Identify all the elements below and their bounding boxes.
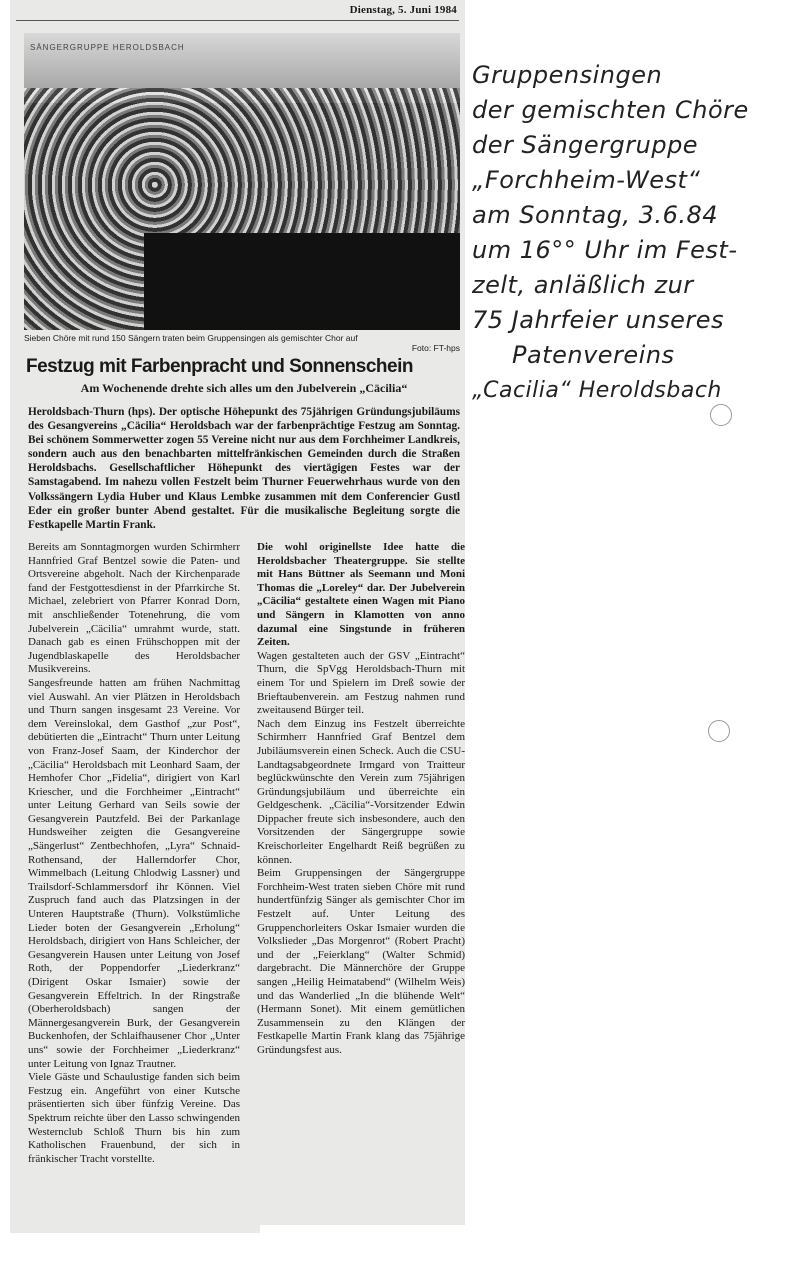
clipping-edge bbox=[10, 1225, 260, 1233]
photo-banner: SÄNGERGRUPPE HEROLDSBACH bbox=[30, 43, 185, 52]
handwritten-line: „Forchheim-West“ bbox=[472, 166, 701, 194]
paragraph: Beim Gruppensingen der Sängergruppe Forchheim-West traten sieben Chöre mit rund hundertfünfzig Sänger als gemischter Chor im Festzelt auf. Unter Leitung des Gruppenchorleiters Oskar Ismaier wurden die Volkslieder „Das Morgenrot“ (Robert Pracht) und der „Feierklang“ (Walter Schmid) dargebracht. Die Männerchöre der Gruppe sangen „Heilig Heimatabend“ (Wilhelm Weis) und das Wanderlied „In die blühende Welt“ (Hermann Sonet). Mit einem gemütlichen Zusammensein zu den Klängen der Festkapelle Martin Frank klang das 75jährige Gründungsfest aus. bbox=[257, 867, 465, 1056]
handwritten-note bbox=[472, 58, 782, 408]
photo-credit: Foto: FT-hps bbox=[411, 343, 460, 353]
dateline: Dienstag, 5. Juni 1984 bbox=[349, 4, 457, 16]
paragraph: Bereits am Sonntagmorgen wurden Schirmherr Hannfried Graf Bentzel sowie die Paten- und Ortsvereine abgeholt. Nach der Kirchenparade fand der Festgottesdienst in der Pfarrkirche St. Michael, zelebriert von Pfarrer Konrad Dorn, mit anschließender Totenehrung, die vom Jubelverein „Cäcilia“ umrahmt wurde, statt. Danach gab es einen Frühschoppen mit der Jugendblaskapelle des Heroldsbacher Musikvereins. bbox=[28, 541, 240, 676]
lead-paragraph: Heroldsbach-Thurn (hps). Der optische Höhepunkt des 75jährigen Gründungsjubiläums des Gesangvereins „Cäcilia“ Heroldsbach war der farbenprächtige Festzug am Sonntag. Bei schönem Sommerwetter zogen 55 Vereine nicht nur aus dem Forchheimer Landkreis, sondern auch aus den benachbarten mittelfränkischen Gemeinden durch die Straßen Heroldsbachs. Gesellschaftlicher Höhepunkt des viertägigen Festes war der Samstagabend. Im nahezu vollen Festzelt beim Thurner Feuerwehrhaus wurde von den Volkssängern Lydia Huber und Klaus Lembke zusammen mit dem Conferencier Gustl Eder ein großer bunter Abend gestaltet. Für die musikalische Begleitung sorgte die Festkapelle Martin Frank. bbox=[28, 406, 460, 531]
paragraph-bold: Die wohl originellste Idee hatte die Heroldsbacher Theatergruppe. Sie stellte mit Hans Büttner als Seemann und Moni Thomas die „Loreley“ dar. Der Jubelverein „Cäcilia“ gestaltete einen Wagen mit Piano und Sängern in Klamotten von anno dazumal eine Singstunde in früheren Zeiten. bbox=[257, 541, 465, 649]
handwritten-line: Patenvereins bbox=[512, 341, 675, 369]
handwritten-line: Gruppensingen bbox=[472, 61, 663, 89]
article-column-1 bbox=[28, 541, 240, 1166]
photo-caption bbox=[24, 333, 460, 353]
paragraph: Nach dem Einzug ins Festzelt überreichte Schirmherr Hannfried Graf Bentzel dem Jubiläumsverein einen Scheck. Auch die CSU-Landtagsabgeordnete Irmgard von Traitteur beglückwünschte den Verein zum 75jährigen Gründungsjubiläum und überreichte ein Geldgeschenk. „Cäcilia“-Vorsitzender Edwin Dippacher freute sich insbesondere, auch den Vorsitzenden der Sängergruppe sowie Kreischorleiter Engelhardt Reiß begrüßen zu können. bbox=[257, 717, 465, 866]
handwritten-line: 75 Jahrfeier unseres bbox=[472, 306, 725, 334]
handwritten-line: der Sängergruppe bbox=[472, 131, 699, 159]
punch-hole bbox=[708, 720, 730, 742]
paragraph: Viele Gäste und Schaulustige fanden sich beim Festzug ein. Angeführt von einer Kutsche präsentierten sich über fünfzig Vereine. Das Spektrum reichte über den Lasso schwingenden Westernclub Schloß Thurn bis hin zum Katholischen Frauenbund, der sich in fränkischer Tracht vorstellte. bbox=[28, 1071, 240, 1165]
paragraph: Wagen gestalteten auch der GSV „Eintracht“ Thurn, die SpVgg Heroldsbach-Thurn mit einem Tor und Spielern im Dreß sowie der Brieftaubenverein. am Festzug nahmen rund zweitausend Bürger teil. bbox=[257, 649, 465, 717]
caption-text: Sieben Chöre mit rund 150 Sängern traten beim Gruppensingen als gemischter Chor auf bbox=[24, 333, 358, 343]
punch-hole bbox=[710, 404, 732, 426]
handwritten-line: „Cacilia“ Heroldsbach bbox=[472, 378, 722, 403]
newspaper-clipping bbox=[10, 0, 465, 1225]
subheadline: Am Wochenende drehte sich alles um den Jubelverein „Cäcilia“ bbox=[80, 381, 408, 395]
paragraph: Sangesfreunde hatten am frühen Nachmittag viel Auswahl. An vier Plätzen in Heroldsbach und Thurn sangen insgesamt 23 Vereine. Vor dem Vereinslokal, dem Gasthof „zur Post“, debütierten die „Eintracht“ Thurn unter Leitung von Franz-Josef Saam, der Kinderchor der „Cäcilia“ Heroldsbach mit Leonhard Saam, der Hemhofer Chor „Fidelia“, dirigiert von Karl Kriescher, und die Forchheimer „Eintracht“ unter Leitung Gerhard van Seils sowie der Gesangverein Pautzfeld. Bei der Parkanlage Hundsweiher zeigten die Gesangvereine „Sängerlust“ Zentbechhofen, „Lyra“ Schnaid-Rothensand, der Hallerndorfer Chor, Wimmelbach (Leitung Chlodwig Lassner) und Trailsdorf-Schlammersdorf ihr Können. Viel Zuspruch fand auch das Platzsingen in der Unteren Hauptstraße (Thurn). Volkstümliche Lieder boten der Gesangverein „Erholung“ Heroldsbach, dirigiert von Hans Schleicher, der Gesangverein Hausen unter Leitung von Josef Roth, der Poppendorfer „Liederkranz“ (Dirigent Oskar Ismaier) sowie der Gesangverein Effeltrich. In der Ringstraße (Oberheroldsbach) sangen der Männergesangverein Burk, der Gesangverein Buckenhofen, der Schlaifhausener Chor „Unter uns“ sowie der Forchheimer „Liederkranz“ unter Leitung von Ignaz Trautner. bbox=[28, 676, 240, 1070]
stage-shadow bbox=[144, 233, 460, 330]
divider bbox=[16, 20, 459, 21]
handwritten-line: um 16°° Uhr im Fest- bbox=[472, 236, 738, 264]
headline: Festzug mit Farbenpracht und Sonnenschein bbox=[26, 356, 413, 377]
handwritten-line: zelt, anläßlich zur bbox=[472, 271, 694, 299]
handwritten-line: der gemischten Chöre bbox=[472, 96, 749, 124]
article-column-2 bbox=[257, 541, 465, 1058]
choir-photo bbox=[24, 33, 460, 330]
handwritten-line: am Sonntag, 3.6.84 bbox=[472, 201, 718, 229]
